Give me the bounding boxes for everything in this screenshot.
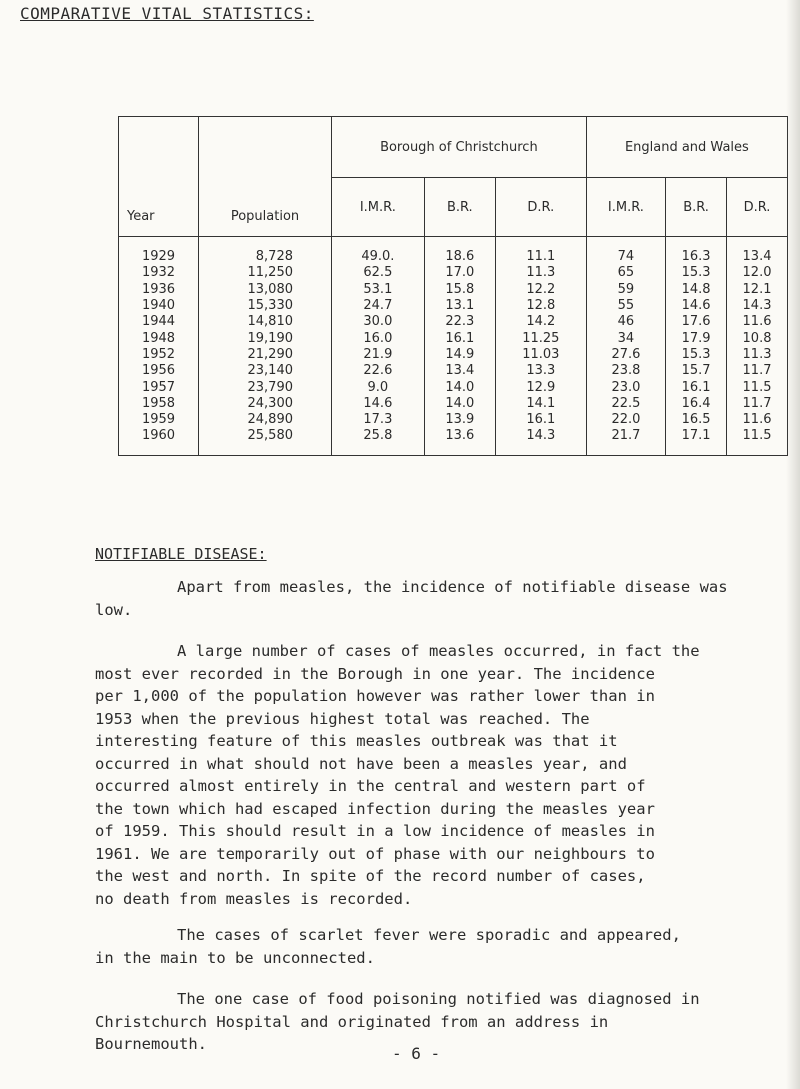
table-cell: 18.6 <box>424 237 495 266</box>
sub-header-ew-imr: I.M.R. <box>586 178 665 237</box>
sub-header-ew-br: B.R. <box>666 178 727 237</box>
table-cell: 11.7 <box>727 363 788 379</box>
table-cell: 16.1 <box>424 330 495 346</box>
table-cell: 11.3 <box>495 265 586 281</box>
sub-header-ew-dr: D.R. <box>727 178 788 237</box>
table-cell: 1956 <box>119 363 199 379</box>
table-row <box>119 412 788 428</box>
table-cell: 11.03 <box>495 347 586 363</box>
table-cell: 21.7 <box>586 428 665 455</box>
table-cell: 23.8 <box>586 363 665 379</box>
text-line: in the main to be unconnected. <box>95 948 375 967</box>
table-cell: 1948 <box>119 330 199 346</box>
table-cell: 15.7 <box>666 363 727 379</box>
table-cell: 17.1 <box>666 428 727 455</box>
table-cell: 10.8 <box>727 330 788 346</box>
text-line: no death from measles is recorded. <box>95 889 413 908</box>
table-cell: 46 <box>586 314 665 330</box>
table-cell: 25,580 <box>199 428 332 455</box>
group-header-england-wales: England and Wales <box>586 117 787 178</box>
table-cell: 14.2 <box>495 314 586 330</box>
table-cell: 22.6 <box>332 363 425 379</box>
table-cell: 15.8 <box>424 282 495 298</box>
table-cell: 25.8 <box>332 428 425 455</box>
table-cell: 11.1 <box>495 237 586 266</box>
text-line: Christchurch Hospital and originated from an address in <box>95 1012 609 1031</box>
table-cell: 27.6 <box>586 347 665 363</box>
table-cell: 22.5 <box>586 396 665 412</box>
table-cell: 11.3 <box>727 347 788 363</box>
table-cell: 16.1 <box>666 379 727 395</box>
table-cell: 22.0 <box>586 412 665 428</box>
table-cell: 14.6 <box>332 396 425 412</box>
table-cell: 16.3 <box>666 237 727 266</box>
table-cell: 1958 <box>119 396 199 412</box>
sub-header-borough-imr: I.M.R. <box>332 178 425 237</box>
table-cell: 22.3 <box>424 314 495 330</box>
table-cell: 23,140 <box>199 363 332 379</box>
text-line: Bournemouth. <box>95 1035 207 1053</box>
table-row <box>119 347 788 363</box>
table-cell: 14.9 <box>424 347 495 363</box>
text-line: 1961. We are temporarily out of phase with our neighbours to <box>95 844 655 863</box>
table-cell: 11.25 <box>495 330 586 346</box>
table-cell: 14.0 <box>424 379 495 395</box>
text-line: 1953 when the previous highest total was reached. The <box>95 709 590 728</box>
table-cell: 12.2 <box>495 282 586 298</box>
text-line: Apart from measles, the incidence of notifiable disease was <box>177 578 728 596</box>
table-row <box>119 396 788 412</box>
table-cell: 13.3 <box>495 363 586 379</box>
col-header-population: Population <box>199 117 332 237</box>
table-cell: 1929 <box>119 237 199 266</box>
table-row <box>119 428 788 455</box>
table-cell: 15.3 <box>666 347 727 363</box>
table-cell: 23,790 <box>199 379 332 395</box>
table-cell: 11.5 <box>727 379 788 395</box>
paragraph-1 <box>95 576 775 621</box>
table-cell: 55 <box>586 298 665 314</box>
table-cell: 16.1 <box>495 412 586 428</box>
paragraph-2 <box>95 640 775 910</box>
sub-header-borough-br: B.R. <box>424 178 495 237</box>
table-cell: 34 <box>586 330 665 346</box>
table-cell: 13.6 <box>424 428 495 455</box>
table-body <box>119 237 788 456</box>
table-cell: 49.0. <box>332 237 425 266</box>
table-row <box>119 282 788 298</box>
table-cell: 21.9 <box>332 347 425 363</box>
table-cell: 1960 <box>119 428 199 455</box>
sub-header-borough-dr: D.R. <box>495 178 586 237</box>
table-cell: 11.6 <box>727 412 788 428</box>
table-cell: 1932 <box>119 265 199 281</box>
table-cell: 53.1 <box>332 282 425 298</box>
table-cell: 30.0 <box>332 314 425 330</box>
text-line: the town which had escaped infection during the measles year <box>95 799 655 818</box>
text-line: The cases of scarlet fever were sporadic and appeared, <box>177 926 681 944</box>
table-cell: 24,300 <box>199 396 332 412</box>
table-cell: 17.6 <box>666 314 727 330</box>
table-cell: 16.4 <box>666 396 727 412</box>
table-cell: 62.5 <box>332 265 425 281</box>
table-cell: 12.0 <box>727 265 788 281</box>
table-cell: 17.0 <box>424 265 495 281</box>
table-cell: 1959 <box>119 412 199 428</box>
table-cell: 65 <box>586 265 665 281</box>
text-line: A large number of cases of measles occurred, in fact the <box>177 642 700 660</box>
text-line: low. <box>95 600 133 619</box>
table-cell: 59 <box>586 282 665 298</box>
table-row <box>119 314 788 330</box>
table-cell: 14.8 <box>666 282 727 298</box>
table-cell: 11.6 <box>727 314 788 330</box>
page-edge-shadow <box>786 0 800 1089</box>
table-cell: 17.9 <box>666 330 727 346</box>
table-cell: 14.3 <box>727 298 788 314</box>
table-cell: 13,080 <box>199 282 332 298</box>
table-cell: 12.9 <box>495 379 586 395</box>
table-cell: 1940 <box>119 298 199 314</box>
table-cell: 15,330 <box>199 298 332 314</box>
table-row <box>119 379 788 395</box>
text-line: occurred in what should not have been a measles year, and <box>95 754 627 773</box>
table-cell: 16.5 <box>666 412 727 428</box>
table-cell: 21,290 <box>199 347 332 363</box>
table-cell: 24,890 <box>199 412 332 428</box>
table-cell: 1944 <box>119 314 199 330</box>
text-line: per 1,000 of the population however was rather lower than in <box>95 687 655 705</box>
table-cell: 14,810 <box>199 314 332 330</box>
table-cell: 24.7 <box>332 298 425 314</box>
table-cell: 11.7 <box>727 396 788 412</box>
table-cell: 13.4 <box>424 363 495 379</box>
table-cell: 1952 <box>119 347 199 363</box>
table-cell: 13.9 <box>424 412 495 428</box>
page-number: - 6 - <box>392 1044 441 1063</box>
table-cell: 1936 <box>119 282 199 298</box>
table-row <box>119 237 788 266</box>
table-row <box>119 363 788 379</box>
table-row <box>119 330 788 346</box>
table-cell: 8,728 <box>199 237 332 266</box>
col-header-year: Year <box>119 117 199 237</box>
table-cell: 15.3 <box>666 265 727 281</box>
table-cell: 17.3 <box>332 412 425 428</box>
text-line: the west and north. In spite of the record number of cases, <box>95 867 646 885</box>
table-cell: 11,250 <box>199 265 332 281</box>
group-header-borough: Borough of Christchurch <box>332 117 587 178</box>
text-line: interesting feature of this measles outbreak was that it <box>95 732 618 750</box>
table-cell: 74 <box>586 237 665 266</box>
table-row <box>119 265 788 281</box>
text-line: occurred almost entirely in the central and western part of <box>95 777 646 795</box>
table-cell: 12.8 <box>495 298 586 314</box>
table-cell: 11.5 <box>727 428 788 455</box>
table-cell: 14.1 <box>495 396 586 412</box>
table-cell: 14.6 <box>666 298 727 314</box>
table-cell: 16.0 <box>332 330 425 346</box>
text-line: most ever recorded in the Borough in one year. The incidence <box>95 664 655 683</box>
text-line: of 1959. This should result in a low incidence of measles in <box>95 822 655 840</box>
text-line: The one case of food poisoning notified was diagnosed in <box>177 990 700 1008</box>
table-cell: 14.3 <box>495 428 586 455</box>
paragraph-3 <box>95 924 775 969</box>
table-cell: 23.0 <box>586 379 665 395</box>
vital-statistics-table <box>118 116 788 456</box>
table-cell: 13.4 <box>727 237 788 266</box>
table-row <box>119 298 788 314</box>
table-cell: 1957 <box>119 379 199 395</box>
table-cell: 13.1 <box>424 298 495 314</box>
table-cell: 14.0 <box>424 396 495 412</box>
table-cell: 9.0 <box>332 379 425 395</box>
table-cell: 19,190 <box>199 330 332 346</box>
table-cell: 12.1 <box>727 282 788 298</box>
section-title: NOTIFIABLE DISEASE: <box>95 545 267 563</box>
page-title: COMPARATIVE VITAL STATISTICS: <box>20 4 314 23</box>
